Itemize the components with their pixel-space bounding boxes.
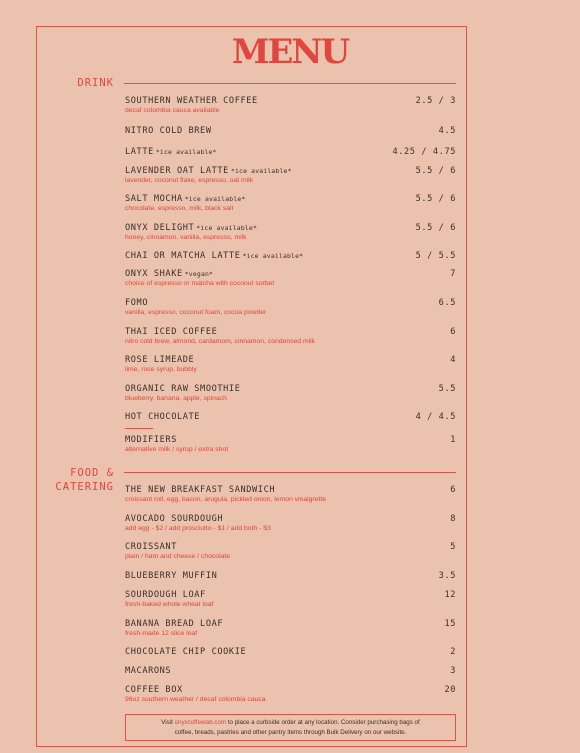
- item-note: *ice available*: [230, 167, 292, 175]
- item-description: blueberry, banana, apple, spinach: [125, 395, 227, 402]
- item-name: [125, 166, 292, 176]
- item-name: [125, 542, 177, 552]
- item-price: 20: [444, 685, 456, 695]
- section-label-drink: DRINK: [77, 77, 114, 89]
- item-price: 2: [450, 647, 456, 657]
- section-rule-drink: [124, 83, 456, 84]
- item-name-text: MODIFIERS: [125, 435, 177, 445]
- item-price: 4 / 4.5: [415, 412, 456, 422]
- item-price: 5.5 / 6: [415, 223, 456, 233]
- item-description: alternative milk / syrup / extra shot: [125, 446, 229, 453]
- item-name: [125, 147, 217, 157]
- item-name: [125, 355, 194, 365]
- item-name: [125, 126, 212, 136]
- item-price: 4.25 / 4.75: [392, 147, 456, 157]
- section-label-food-line2: CATERING: [55, 481, 114, 493]
- item-description: honey, cinnamon, vanilla, espresso, milk: [125, 234, 247, 241]
- item-price: 4.5: [438, 126, 456, 136]
- item-name: [125, 619, 223, 629]
- item-name: [125, 251, 303, 261]
- item-name-text: SOUTHERN WEATHER COFFEE: [125, 96, 258, 106]
- item-description: choice of espresso or matcha with coconut sorbet: [125, 280, 275, 287]
- item-name-text: FOMO: [125, 298, 149, 308]
- item-price: 7: [450, 269, 456, 279]
- item-name: [125, 514, 223, 524]
- item-name-text: LATTE: [125, 147, 154, 157]
- item-note: *ice available*: [196, 224, 258, 232]
- item-note: *ice available*: [155, 148, 217, 156]
- item-price: 1: [450, 435, 456, 445]
- item-name: [125, 298, 148, 308]
- item-name: [125, 647, 246, 657]
- item-name-text: LAVENDER OAT LATTE: [125, 166, 229, 176]
- item-name-text: ONYX SHAKE: [125, 269, 183, 279]
- item-note: *ice available*: [184, 195, 246, 203]
- item-name: [125, 327, 217, 337]
- item-price: 6: [450, 485, 456, 495]
- item-description: vanilla, espresso, coconut foam, cocoa powder: [125, 309, 267, 316]
- item-name: [125, 412, 200, 422]
- item-name: [125, 485, 275, 495]
- item-name: [125, 384, 240, 394]
- item-price: 15: [444, 619, 456, 629]
- modifiers-divider: [125, 428, 153, 429]
- menu-title: MENU: [231, 32, 349, 72]
- item-name-text: CROISSANT: [125, 542, 177, 552]
- section-label-food-line1: FOOD &: [70, 467, 114, 479]
- footer-line1: to place a curbside order at any location. Consider purchasing bags of: [226, 719, 420, 726]
- footer-line2: coffee, breads, pastries and other pantry items through Bulk Delivery on our website.: [174, 729, 407, 736]
- item-price: 5: [450, 542, 456, 552]
- item-description: add egg - $2 / add prosciutto - $1 / add both - $3: [125, 525, 271, 532]
- footer-note: [125, 714, 456, 741]
- item-name-text: BLUEBERRY MUFFIN: [125, 571, 218, 581]
- item-price: 5.5 / 6: [415, 194, 456, 204]
- item-name: [125, 269, 213, 279]
- footer-website-link[interactable]: onyxcoffeelab.com: [174, 719, 227, 726]
- item-name-text: ONYX DELIGHT: [125, 223, 195, 233]
- item-name-text: SALT MOCHA: [125, 194, 183, 204]
- item-description: decaf colombia cauca available: [125, 107, 220, 114]
- footer-prefix: Visit: [161, 719, 175, 726]
- item-name-text: SOURDOUGH LOAF: [125, 590, 206, 600]
- item-name-text: CHOCOLATE CHIP COOKIE: [125, 647, 247, 657]
- item-price: 6: [450, 327, 456, 337]
- item-price: 8: [450, 514, 456, 524]
- item-price: 12: [444, 590, 456, 600]
- item-name: [125, 96, 258, 106]
- item-description: lime, rose syrup, bubbly: [125, 366, 197, 373]
- item-description: chocolate, espresso, milk, black salt: [125, 205, 234, 212]
- item-price: 6.5: [438, 298, 456, 308]
- item-name: [125, 571, 217, 581]
- item-name: [125, 666, 171, 676]
- item-name-text: CHAI OR MATCHA LATTE: [125, 251, 241, 261]
- item-description: fresh-made 12 slice loaf: [125, 630, 198, 637]
- item-name: [125, 685, 183, 695]
- item-price: 5.5: [438, 384, 456, 394]
- item-note: *vegan*: [184, 270, 214, 278]
- item-description: croissant roll, egg, bacon, arugula, pickled onion, lemon vinaigrette: [125, 496, 327, 503]
- item-name-text: MACARONS: [125, 666, 172, 676]
- item-name: [125, 223, 257, 233]
- page-border: [36, 26, 467, 747]
- item-description: plain / ham and cheese / chocolate: [125, 553, 231, 560]
- item-name-text: NITRO COLD BREW: [125, 126, 212, 136]
- item-name-text: COFFEE BOX: [125, 685, 183, 695]
- item-price: 3: [450, 666, 456, 676]
- item-name-text: THAI ICED COFFEE: [125, 327, 218, 337]
- item-price: 5 / 5.5: [415, 251, 456, 261]
- item-description: nitro cold brew, almond, cardamom, cinnamon, condensed milk: [125, 338, 316, 345]
- item-name-text: ORGANIC RAW SMOOTHIE: [125, 384, 241, 394]
- item-description: fresh-baked whole wheat loaf: [125, 601, 214, 608]
- item-name-text: AVOCADO SOURDOUGH: [125, 514, 224, 524]
- item-description: lavender, coconut flake, espresso, oat milk: [125, 177, 254, 184]
- item-name: [125, 194, 245, 204]
- section-rule-food: [124, 472, 456, 473]
- item-name-text: ROSE LIMEADE: [125, 355, 195, 365]
- item-name-text: BANANA BREAD LOAF: [125, 619, 224, 629]
- item-price: 4: [450, 355, 456, 365]
- item-name: [125, 435, 177, 445]
- item-name: [125, 590, 206, 600]
- item-description: 96oz southern weather / decaf colombia cauca: [125, 696, 266, 703]
- item-name-text: THE NEW BREAKFAST SANDWICH: [125, 485, 276, 495]
- item-price: 5.5 / 6: [415, 166, 456, 176]
- item-price: 3.5: [438, 571, 456, 581]
- item-note: *ice available*: [242, 252, 304, 260]
- item-price: 2.5 / 3: [415, 96, 456, 106]
- item-name-text: HOT CHOCOLATE: [125, 412, 201, 422]
